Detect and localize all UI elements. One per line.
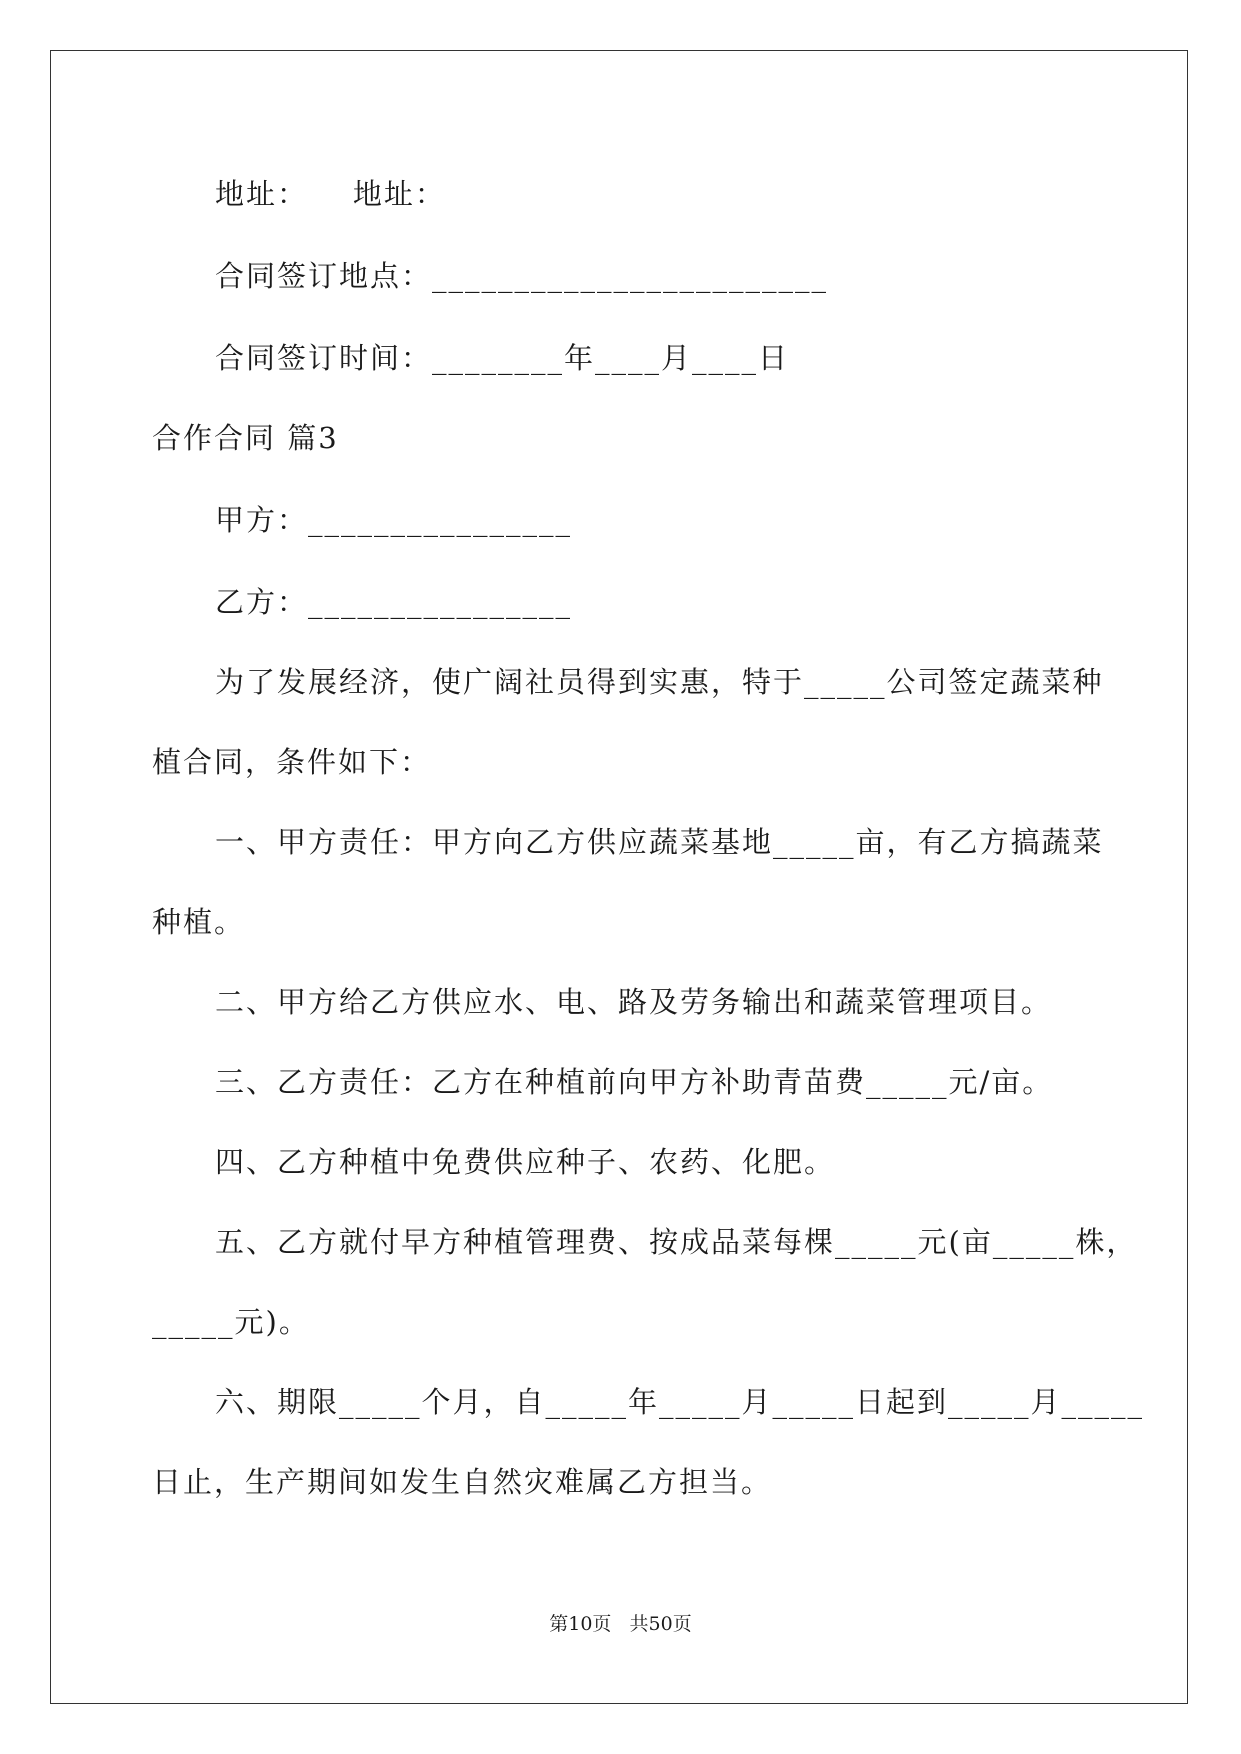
signing-date-line: 合同签订时间：________年____月____日 <box>215 341 790 375</box>
clause-4: 四、乙方种植中免费供应种子、农药、化肥。 <box>215 1145 836 1179</box>
clause-2: 二、甲方给乙方供应水、电、路及劳务输出和蔬菜管理项目。 <box>215 985 1053 1019</box>
address-line: 地址： 地址： <box>215 177 446 211</box>
paragraph-intro-1: 为了发展经济，使广阔社员得到实惠，特于_____公司签定蔬菜种 <box>215 665 1104 699</box>
page-number-footer: 第10页 共50页 <box>549 1613 692 1635</box>
clause-6-line-1: 六、期限_____个月，自_____年_____月_____日起到_____月_____ <box>215 1385 1145 1419</box>
party-a-line: 甲方：________________ <box>215 503 573 537</box>
clause-5-line-2: _____元)。 <box>152 1305 310 1339</box>
clause-6-line-2: 日止，生产期间如发生自然灾难属乙方担当。 <box>152 1465 773 1499</box>
clause-3: 三、乙方责任：乙方在种植前向甲方补助青苗费_____元/亩。 <box>215 1065 1054 1099</box>
party-b-line: 乙方：________________ <box>215 585 573 619</box>
clause-1-line-2: 种植。 <box>152 905 246 939</box>
page-border <box>50 50 1188 1704</box>
section-heading: 合作合同 篇3 <box>152 421 339 455</box>
paragraph-intro-2: 植合同，条件如下： <box>152 745 432 779</box>
signing-place-line: 合同签订地点：________________________ <box>215 259 829 293</box>
clause-1-line-1: 一、甲方责任：甲方向乙方供应蔬菜基地_____亩，有乙方搞蔬菜 <box>215 825 1104 859</box>
clause-5-line-1: 五、乙方就付早方种植管理费、按成品菜每棵_____元(亩_____株， <box>215 1225 1138 1259</box>
